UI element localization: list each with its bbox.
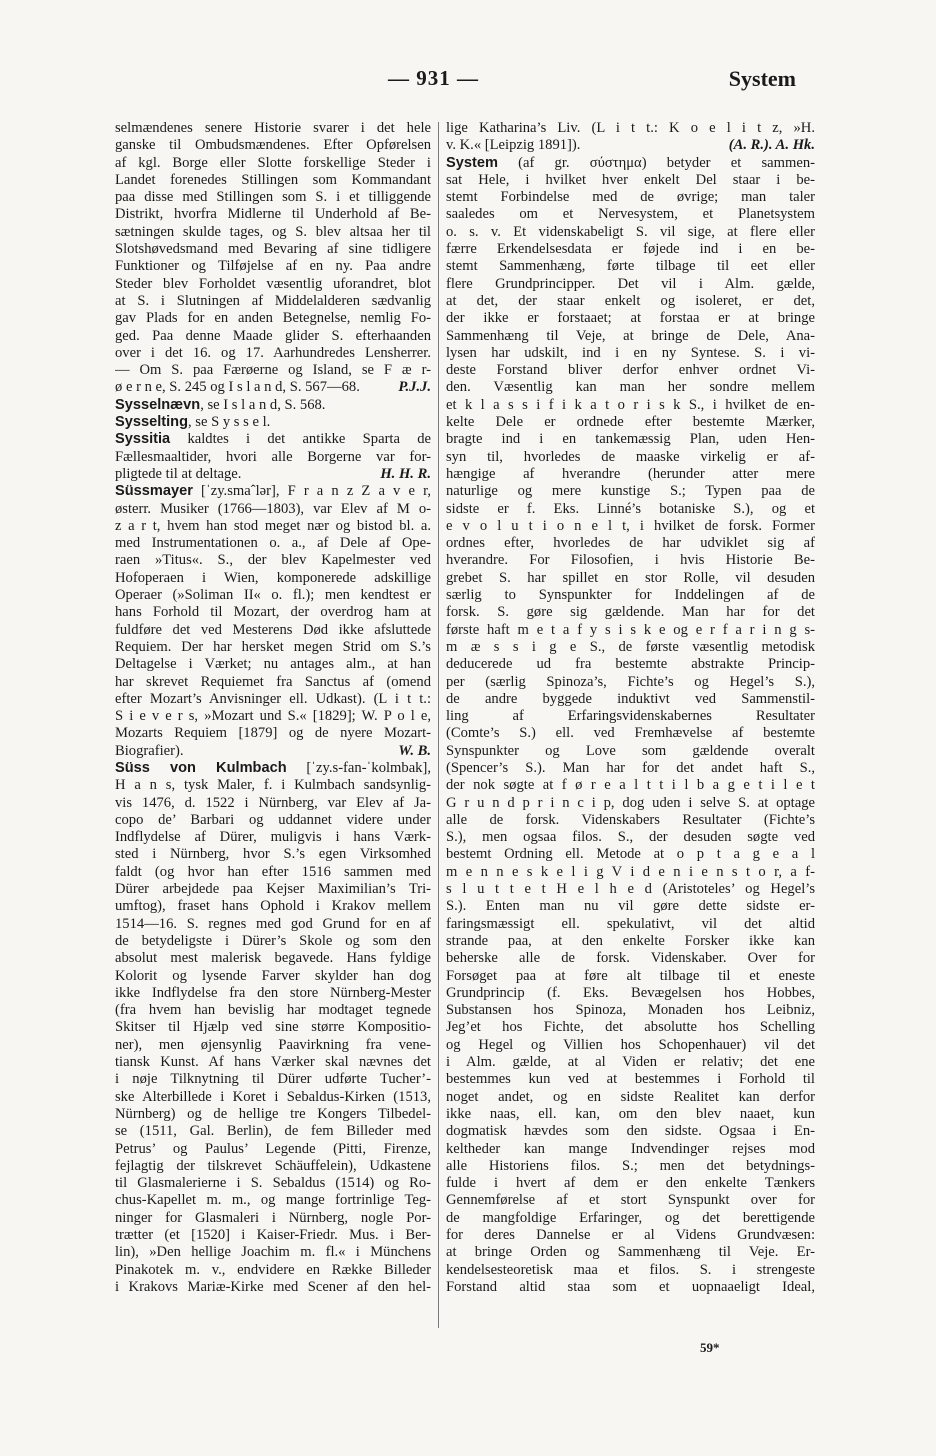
text-line: at det, der staar enkelt og isoleret, er det, bbox=[446, 292, 815, 309]
text-line: Süssmayer [ˈzy.smaˆlər], F r a n z Z a v e r, bbox=[115, 483, 431, 500]
text-line: Deltagelse i Værket; nu antages alm., at han bbox=[115, 656, 431, 673]
text-line: Jeg’et hos Fichte, det absolutte hos Schelling bbox=[446, 1019, 815, 1036]
text-line: har skrevet Requiemet fra Sanctus af (omend bbox=[115, 673, 431, 690]
text-line: H a n s, tysk Maler, f. i Kulmbach sandsynlig- bbox=[115, 777, 431, 794]
entry-headword: System bbox=[446, 154, 498, 171]
text-line: hængige af hverandre (herunder atter mere bbox=[446, 465, 815, 482]
text-line: over i det 16. og 17. Aarhundredes Lensherrer. bbox=[115, 344, 431, 361]
text-line: flere Grundprincipper. Det vil i Alm. gælde, bbox=[446, 275, 815, 292]
author-signature: W. B. bbox=[398, 742, 431, 759]
signature-mark: 59* bbox=[700, 1340, 720, 1355]
text-line: at bringe Orden og Sammenhæng til Veje. Er- bbox=[446, 1244, 815, 1261]
text-line: chus-Kapellet m. m., og mange fortrinlige Teg- bbox=[115, 1192, 431, 1209]
entry-headword: Süssmayer bbox=[115, 483, 193, 500]
text-line: kelte Dele er ordnede efter bestemte Mærker, bbox=[446, 414, 815, 431]
text-line: copo de’ Barbari og uddannet videre under bbox=[115, 811, 431, 828]
text-line: Hofoperaen i Wien, komponerede adskillige bbox=[115, 569, 431, 586]
page-number: — 931 — bbox=[388, 66, 479, 90]
text-line: selmændenes senere Historie svarer i det hele bbox=[115, 120, 431, 136]
text-line: Funktioner og Tilføjelse af en ny. Paa andre bbox=[115, 258, 431, 275]
text-line: pligtede til at deltage. H. H. R. bbox=[115, 465, 431, 482]
text-line: umftog), fraset hans Ophold i Krakov mellem bbox=[115, 898, 431, 915]
text-line: Synspunkter og Love som gældende overalt bbox=[446, 742, 815, 759]
text-line: Gennemførelse af et stort Synspunkt over for bbox=[446, 1192, 815, 1209]
text-line: Forsøget paa at føre alt tilbage til et eneste bbox=[446, 967, 815, 984]
text-line: G r u n d p r i n c i p, dog uden i selve S. at optage bbox=[446, 794, 815, 811]
text-line: sidste er f. Eks. Linné’s botaniske S.), og et bbox=[446, 500, 815, 517]
text-line: fulde i hvert af dem er den enkelte Tænkers bbox=[446, 1175, 815, 1192]
text-line: e v o l u t i o n e l t, i hvilket de forsk. Former bbox=[446, 517, 815, 534]
text-line: stemt Forbindelse med de øvrige; man taler bbox=[446, 189, 815, 206]
text-line: bestemt Ordning ell. Metode at o p t a g e a l bbox=[446, 846, 815, 863]
running-head: System bbox=[728, 66, 796, 91]
text-line: ner), men øjensynlig Paavirkning fra vene- bbox=[115, 1036, 431, 1053]
text-line: lysen har udskilt, ind i en ny Syntese. S. i vi- bbox=[446, 344, 815, 361]
text-line: Pinakotek m. v., endvidere en Række Billeder bbox=[115, 1261, 431, 1278]
text-line: — Om S. paa Færøerne og Island, se F æ r- bbox=[115, 362, 431, 379]
text-line: S.), men ogsaa filos. S., der desuden søgte ved bbox=[446, 829, 815, 846]
text-line: ordnes efter, hvorledes de har udviklet sig af bbox=[446, 535, 815, 552]
text-line: til Glasmalerierne i S. Sebaldus (1514) og Ro- bbox=[115, 1175, 431, 1192]
text-line: Sysselting, se S y s s e l. bbox=[115, 414, 271, 431]
text-line: hans Forhold til Mozart, der overdrog ham at bbox=[115, 604, 431, 621]
text-line: lige Katharina’s Liv. (L i t t.: K o e l i t z, »H. bbox=[446, 120, 815, 136]
text-line: Substansen hos Spinoza, Monaden hos Leibniz, bbox=[446, 1002, 815, 1019]
text-line: S.). Enten man nu vil gøre dette sidste er- bbox=[446, 898, 815, 915]
author-signature: P.J.J. bbox=[398, 379, 431, 396]
text-line: se (1511, Gal. Berlin), de fem Billeder med bbox=[115, 1123, 431, 1140]
text-line: m e n n e s k e l i g V i d e n i e n s t o r, a f- bbox=[446, 863, 815, 880]
text-line: 1514—16. S. regnes med god Grund for en af bbox=[115, 915, 431, 932]
text-line: for deres Dannelse er al Videns Grundvæsen: bbox=[446, 1227, 815, 1243]
text-line: (Comte’s S.) ell. ved Fremhævelse af bestemte bbox=[446, 725, 815, 742]
text-line: faldt (og hvor han efter 1516 sammen med bbox=[115, 863, 431, 880]
text-line: strande paa, at den enkelte Forsker ikke kan bbox=[446, 932, 815, 949]
text-line: beherske alle de forsk. Videnskaber. Over for bbox=[446, 950, 815, 967]
text-line: efter Mozart’s Anvisninger ell. Udkast). (L i t t.: bbox=[115, 690, 431, 707]
left-column bbox=[115, 120, 431, 1296]
text-line: deste Forstand bliver derfor enhver ordnet Vi- bbox=[446, 362, 815, 379]
text-line: ged. Paa denne Maade glider S. efterhaanden bbox=[115, 327, 431, 344]
text-line: dogmatisk hævdes som den sidste. Ogsaa i En- bbox=[446, 1123, 815, 1140]
entry-headword: Sysselnævn bbox=[115, 396, 201, 413]
text-line: Nürnberg) og de hellige tre Kongers Tilbedel- bbox=[115, 1105, 431, 1122]
page-header bbox=[0, 66, 936, 96]
text-line: Requiem. Der har hersket megen Strid om S.’s bbox=[115, 638, 431, 655]
text-line: (fra hvem han bevislig har modtaget tegnede bbox=[115, 1002, 431, 1019]
text-line: ikke Indflydelse fra den store Nürnberg-Mester bbox=[115, 984, 431, 1001]
text-line: lin), »Den hellige Joachim m. fl.« i Münchens bbox=[115, 1244, 431, 1261]
text-line: i nøje Tilknytning til Dürer udførte Tucher’- bbox=[115, 1071, 431, 1088]
text-line: absolut mest malerisk begavede. Hans fyldige bbox=[115, 950, 431, 967]
text-line: sted i Nürnberg, hvor S.’s egen Virksomhed bbox=[115, 846, 431, 863]
text-line: sætningen skulde tages, og S. blev altsaa her til bbox=[115, 223, 431, 240]
text-line: stemt Sammenhæng, førte tilbage til eet eller bbox=[446, 258, 815, 275]
text-line: fejlagtig der tilskrevet Schäuffelein), Udkastene bbox=[115, 1157, 431, 1174]
text-line: System (af gr. σύστημα) betyder et sammen- bbox=[446, 154, 815, 171]
text-line: i Alm. gælde, at al Viden er relativ; det ene bbox=[446, 1054, 815, 1071]
text-line: v. K.« [Leipzig 1891]). (A. R.). A. Hk. bbox=[446, 137, 815, 154]
author-signature: H. H. R. bbox=[380, 465, 431, 482]
text-line: trætter (et [1520] i Kaiser-Friedr. Mus. i Ber- bbox=[115, 1227, 431, 1243]
text-line: særlig to Synspunkter for Inddelingen af de bbox=[446, 587, 815, 604]
text-line: syn til, hvorledes de maaske virkelig er af- bbox=[446, 448, 815, 465]
text-line: gav Plads for en anden Betegnelse, nemlig Fo- bbox=[115, 310, 431, 327]
text-line: S i e v e r s, »Mozart und S.« [1829]; W. P o l e, bbox=[115, 708, 431, 725]
text-line: noget andet, og en sidste Realitet kan derfor bbox=[446, 1088, 815, 1105]
text-line: Distrikt, hvorfra Midlerne til Underhold af Be- bbox=[115, 206, 431, 223]
text-line: der ikke er forstaaet; at forstaa er at bringe bbox=[446, 310, 815, 327]
text-line: vis 1476, d. 1522 i Nürnberg, var Elev af Ja- bbox=[115, 794, 431, 811]
column-divider bbox=[438, 122, 439, 1328]
text-line: Slotshøvedsmand med Bevaring af sine tidligere bbox=[115, 241, 431, 258]
text-line: Sysselnævn, se I s l a n d, S. 568. bbox=[115, 396, 326, 413]
text-line: Grundprincip (f. Eks. Bevægelsen hos Hobbes, bbox=[446, 984, 815, 1001]
text-line: fuldføre det ved Mesterens Død ikke afsluttede bbox=[115, 621, 431, 638]
text-line: forsk. S. gøre sig gældende. Man har for det bbox=[446, 604, 815, 621]
text-line: m æ s s i g e S., de første væsentlig metodisk bbox=[446, 638, 815, 655]
text-line: kendelsesteoretisk maa et filos. S. i strengeste bbox=[446, 1261, 815, 1278]
text-line: per (særlig Spinoza’s, Fichte’s og Hegel’s S.), bbox=[446, 673, 815, 690]
text-line: ø e r n e, S. 245 og I s l a n d, S. 567—68. P.J.J. bbox=[115, 379, 431, 396]
text-line: Landet forenedes Stillingen som Kommandant bbox=[115, 171, 431, 188]
text-line: alle Historiens filos. S.; men det betydnings- bbox=[446, 1157, 815, 1174]
text-line: Sammenhæng til Veje, at bringe de Dele, Ana- bbox=[446, 327, 815, 344]
author-signature: (A. R.). A. Hk. bbox=[728, 137, 815, 154]
text-line: keltheder kan mange Indvendinger rejses mod bbox=[446, 1140, 815, 1157]
text-line: og Hegel og Villien hos Schopenhauer) vil det bbox=[446, 1036, 815, 1053]
text-line: Petrus’ og Paulus’ Legende (Pitti, Firenze, bbox=[115, 1140, 431, 1157]
entry-headword: Syssitia bbox=[115, 431, 171, 448]
text-line: ske Alterbillede i Koret i Sebaldus-Kirken (1513, bbox=[115, 1088, 431, 1105]
text-line: Forstand altid staa som et uopnaaeligt Ideal, bbox=[446, 1278, 815, 1295]
text-line: grebet S. har spillet en stor Rolle, vil desuden bbox=[446, 569, 815, 586]
text-line: z a r t, hvem han stod meget nær og bistod bl. a. bbox=[115, 517, 431, 534]
text-line: raen »Titus«. S., der blev Kapelmester ved bbox=[115, 552, 431, 569]
text-line: der nok søgte at f ø r e a l t t i l b a g e t i l e t bbox=[446, 777, 815, 794]
text-line: Kolorit og lysende Farver skylder han dog bbox=[115, 967, 431, 984]
text-line: den. Væsentlig kan man her sondre mellem bbox=[446, 379, 815, 396]
text-line: med Instrumentationen o. a., af Dele af Ope- bbox=[115, 535, 431, 552]
text-line: af kgl. Borge eller Slotte forskellige Steder i bbox=[115, 154, 431, 171]
text-line: Steder blev Forholdet væsentlig uforandret, blot bbox=[115, 275, 431, 292]
text-line: at S. i Slutningen af Middelalderen sædvanlig bbox=[115, 292, 431, 309]
text-line: i Krakovs Mariæ-Kirke med Scener af den hel- bbox=[115, 1278, 431, 1295]
text-line: s l u t t e t H e l h e d (Aristoteles’ og Hegel’s bbox=[446, 881, 815, 898]
text-line: færre Erkendelsesdata er føjede ind i en be- bbox=[446, 241, 815, 258]
text-line: (Spencer’s S.). Man har for det andet haft S., bbox=[446, 759, 815, 776]
text-line: de betydeligste i Dürer’s Skole og som den bbox=[115, 932, 431, 949]
text-line: de andre byggede induktivt ved Sammenstil- bbox=[446, 690, 815, 707]
text-line: Syssitia kaldtes i det antikke Sparta de bbox=[115, 431, 431, 448]
text-line: saaledes om et Nervesystem, et Planetsystem bbox=[446, 206, 815, 223]
text-line: bragte ind i en tankemæssig Plan, uden Hen- bbox=[446, 431, 815, 448]
text-line: Skitser til Hjælp ved sine større Kompositio- bbox=[115, 1019, 431, 1036]
text-line: et k l a s s i f i k a t o r i s k S., i hvilket de en- bbox=[446, 396, 815, 413]
text-line: alle de forsk. Videnskabers Resultater (Fichte’s bbox=[446, 811, 815, 828]
text-line: Fællesmaaltider, hvori alle Borgerne var for- bbox=[115, 448, 431, 465]
text-line: Mozarts Requiem [1879] og de nyere Mozart- bbox=[115, 725, 431, 742]
text-line: ninger for Glasmaleri i Nürnberg, nogle Por- bbox=[115, 1209, 431, 1226]
text-line: Biografier). W. B. bbox=[115, 742, 431, 759]
text-line: ling af Erfaringsvidenskabernes Resultater bbox=[446, 708, 815, 725]
text-line: første haft m e t a f y s i s k e og e r f a r i n g s- bbox=[446, 621, 815, 638]
text-line: paa disse med Stillingen som S. i et tilliggende bbox=[115, 189, 431, 206]
entry-headword: Süss von Kulmbach bbox=[115, 759, 287, 776]
text-line: Indflydelse af Dürer, muligvis i hans Værk- bbox=[115, 829, 431, 846]
text-line: sat Hele, i hvilket hver enkelt Del staar i be- bbox=[446, 171, 815, 188]
right-column bbox=[446, 120, 815, 1296]
text-line: o. s. v. Et videnskabeligt S. vil sige, at flere eller bbox=[446, 223, 815, 240]
text-line: naturlige og mere kunstige S.; Typen paa de bbox=[446, 483, 815, 500]
text-line: deducerede ud fra bestemte abstrakte Princip- bbox=[446, 656, 815, 673]
text-line: hverandre. For Filosofien, i hvis Historie Be- bbox=[446, 552, 815, 569]
text-line: østerr. Musiker (1766—1803), var Elev af M o- bbox=[115, 500, 431, 517]
text-line: ikke naas, ell. kan, om den blev naaet, kun bbox=[446, 1105, 815, 1122]
text-line: faringsmæssigt ell. spekulativt, vil det altid bbox=[446, 915, 815, 932]
entry-headword: Sysselting bbox=[115, 414, 188, 431]
text-line: Süss von Kulmbach [ˈzy.s-fan-ˈkolmbak], bbox=[115, 759, 431, 776]
text-line: tiansk Kunst. Af hans Værker skal nævnes det bbox=[115, 1054, 431, 1071]
text-line: Dürer arbejdede paa Kejser Maximilian’s Tri- bbox=[115, 881, 431, 898]
text-line: de mangfoldige Erfaringer, og det berettigende bbox=[446, 1209, 815, 1226]
text-line: Operaer (»Soliman II« o. fl.); men kendtest er bbox=[115, 587, 431, 604]
text-line: ganske til Ombudsmændenes. Efter Opførelsen bbox=[115, 137, 431, 154]
text-line: bestemmes kun ved at bestemmes i Forhold til bbox=[446, 1071, 815, 1088]
